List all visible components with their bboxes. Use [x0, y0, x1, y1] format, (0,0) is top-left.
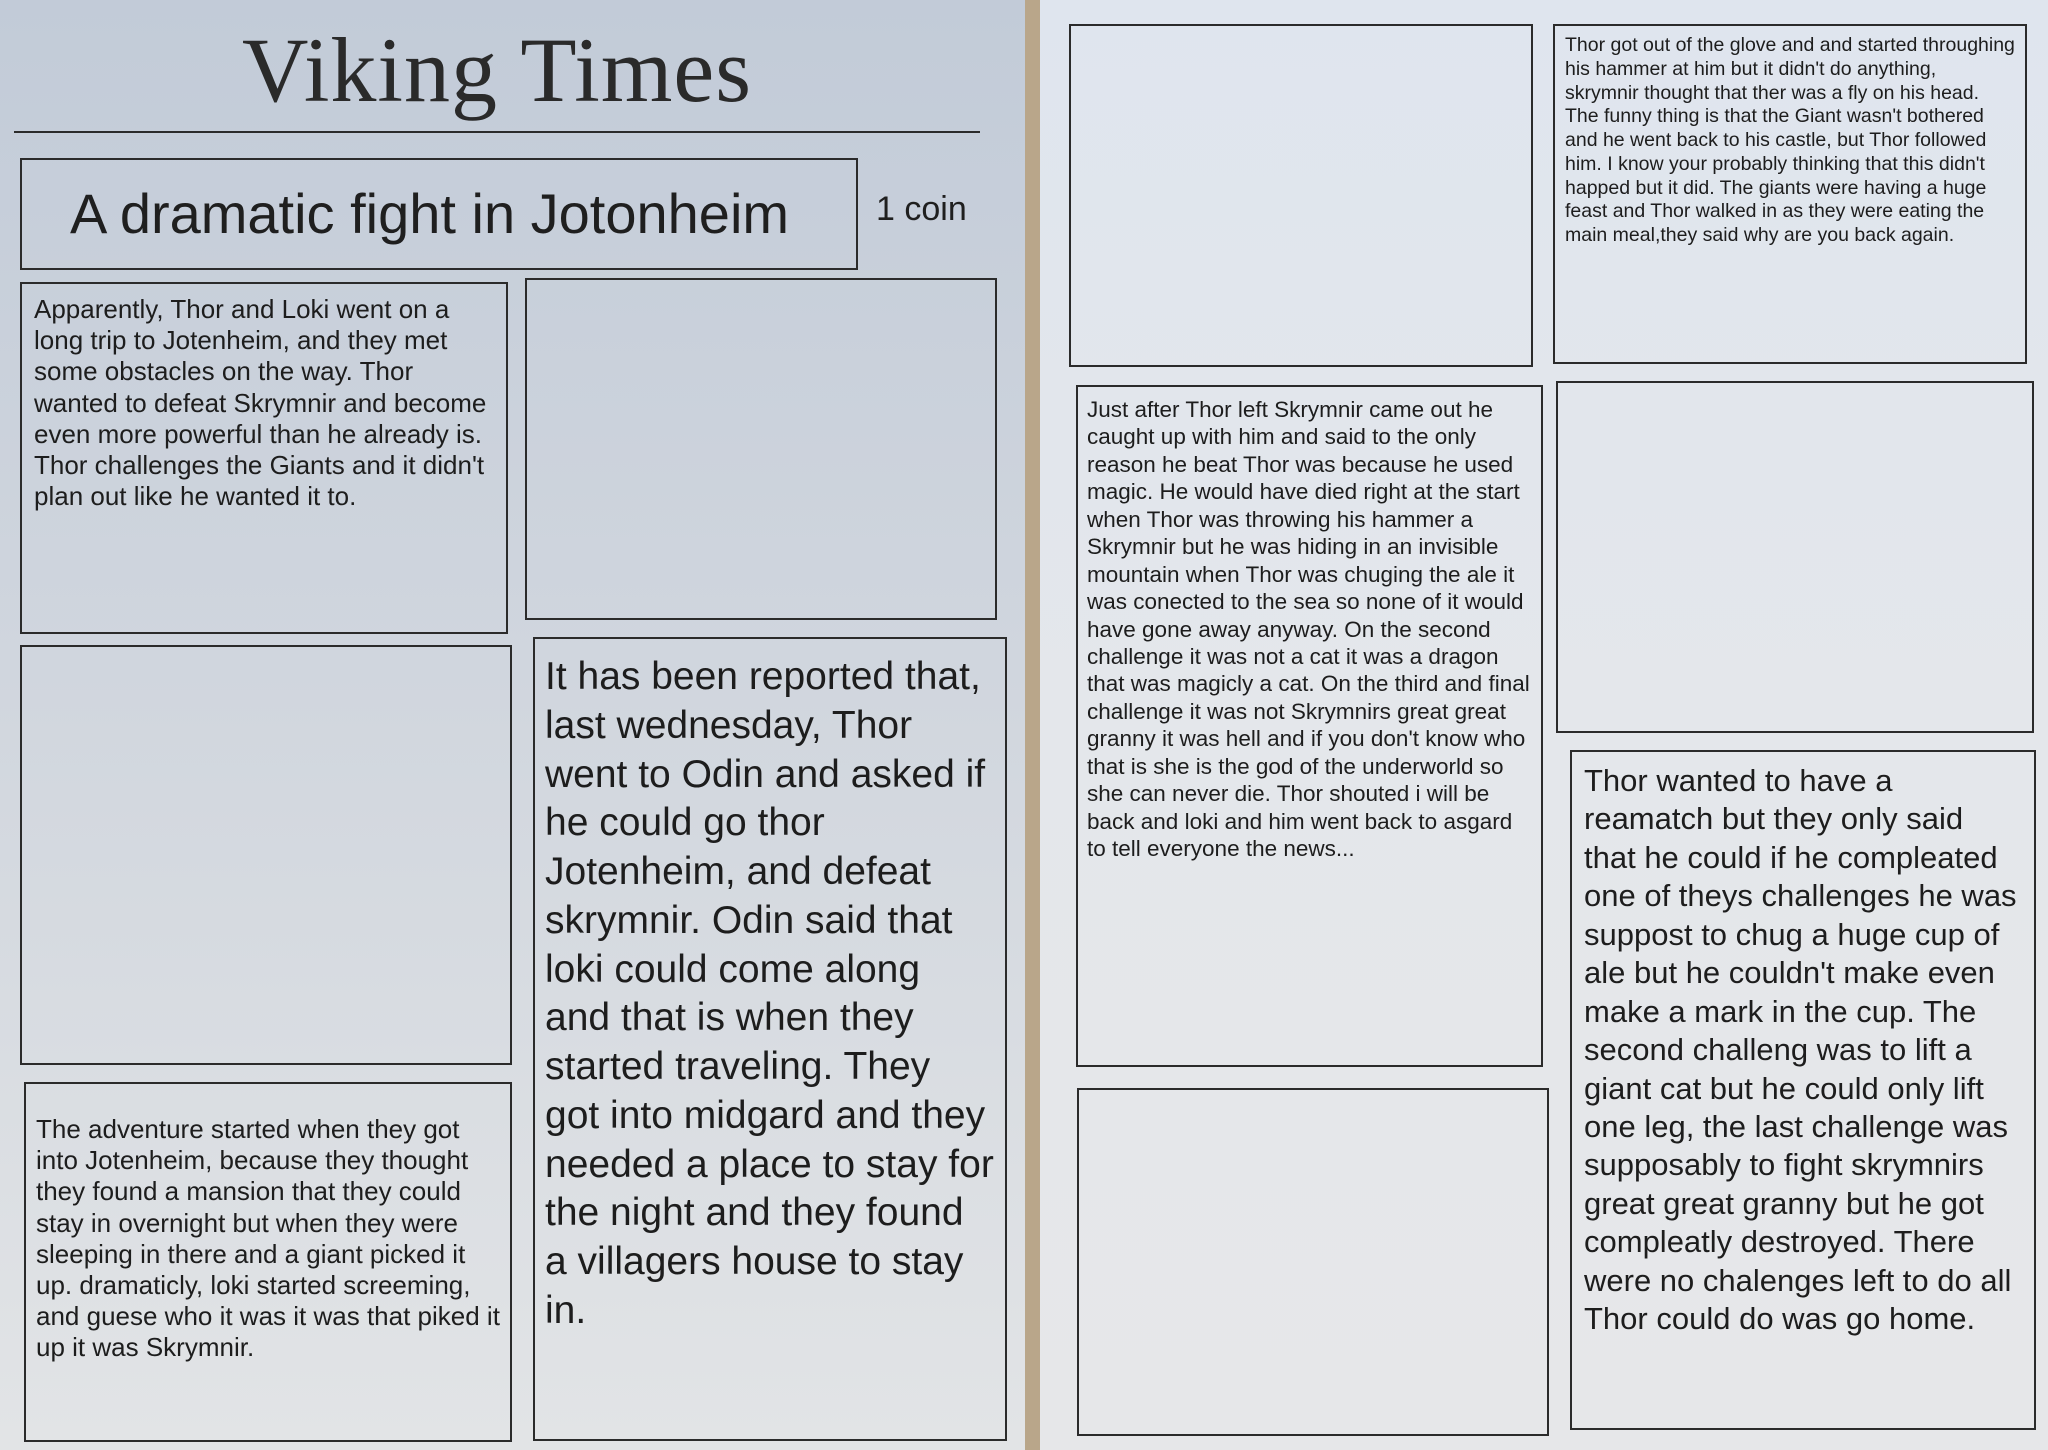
image-placeholder-3	[1069, 24, 1533, 367]
newspaper-title: Viking Times	[241, 19, 753, 121]
image-placeholder-5	[1077, 1088, 1549, 1436]
headline-text: A dramatic fight in Jotonheim	[70, 182, 790, 245]
article-aftermath: Just after Thor left Skrymnir came out he caught up with him and said to the only reason he beat Thor was because he used magic. He would have died right at the start when Thor was throwing his hammer a Skrymnir but he was hiding in an invisible mountain when Thor was chuging the ale it was conected to the sea so none of it would have gone away anyway. On the second challenge it was not a cat it was a dragon that was magicly a cat. On the third and final challenge it was not Skrymnirs great great granny it was hell and if you don't know who that is she is the god of the underworld so she can never die. Thor shouted i will be back and loki and him went back to asgard to tell everyone the news...	[1076, 385, 1543, 1067]
article-glove: Thor got out of the glove and and started throughing his hammer at him but it didn't do anything, skrymnir thought that ther was a fly on his head. The funny thing is that the Giant wasn't bothered and he went back to his castle, but Thor followed him. I know your probably thinking that this didn't happed but it did. The giants were having a huge feast and Thor walked in as they were eating the main meal,they said why are you back again.	[1553, 24, 2027, 364]
price-label: 1 coin	[876, 190, 967, 228]
title-divider	[14, 131, 980, 133]
page-gutter	[1025, 0, 1040, 1450]
article-report: It has been reported that, last wednesday, Thor went to Odin and asked if he could go thor Jotenheim, and defeat skrymnir. Odin said that loki could come along and that is when they started traveling. They got into midgard and they needed a place to stay for the night and they found a villagers house to stay in.	[533, 637, 1007, 1441]
image-placeholder-1	[525, 278, 997, 620]
article-rematch: Thor wanted to have a reamatch but they only said that he could if he compleated one of theys challenges he was suppost to chug a huge cup of ale but he couldn't make even make a mark in the cup. The second challeng was to lift a giant cat but he could only lift one leg, the last challenge was supposably to fight skrymnirs great great granny but he got compleatly destroyed. There were no chalenges left to do all Thor could do was go home.	[1570, 750, 2036, 1430]
article-adventure: The adventure started when they got into Jotenheim, because they thought they found a mansion that they could stay in overnight but when they were sleeping in there and a giant picked it up. dramaticly, loki started screeming, and guese who it was it was that piked it up it was Skrymnir.	[24, 1082, 512, 1442]
article-intro: Apparently, Thor and Loki went on a long trip to Jotenheim, and they met some obstacles on the way. Thor wanted to defeat Skrymnir and become even more powerful than he already is. Thor challenges the Giants and it didn't plan out like he wanted it to.	[20, 282, 508, 634]
image-placeholder-4	[1556, 381, 2034, 733]
headline-box	[20, 158, 858, 270]
image-placeholder-2	[20, 645, 512, 1065]
